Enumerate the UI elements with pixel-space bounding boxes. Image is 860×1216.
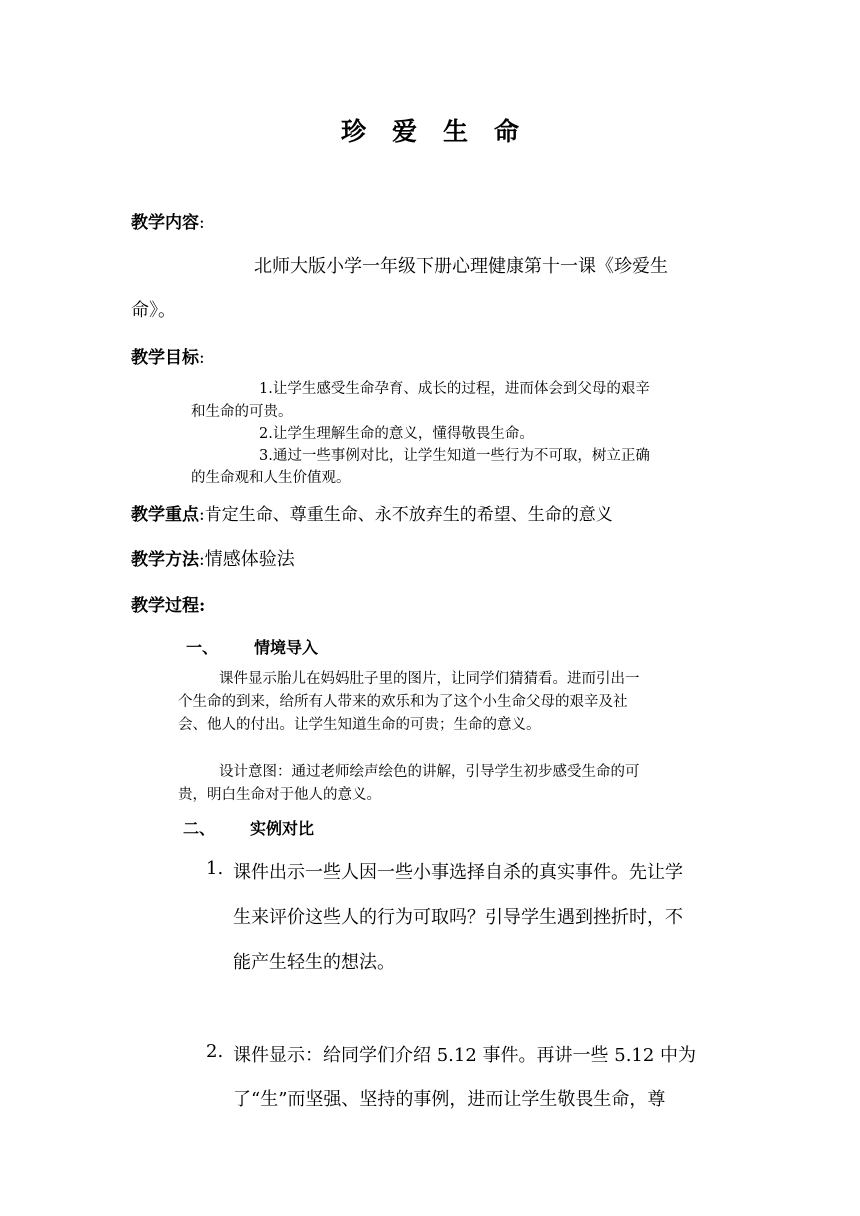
teaching-method	[131, 545, 295, 571]
item-2-line-1: 课件显示：给同学们介绍 5.12 事件。再讲一些 5.12 中为	[233, 1045, 697, 1066]
process-heading	[131, 591, 205, 616]
goal-3-line-2: 的生命观和人生价值观。	[191, 470, 351, 486]
goal-1-line-2: 和生命的可贵。	[191, 404, 293, 420]
goal-1-line-1: 1.让学生感受生命孕育、成长的过程，进而体会到父母的艰辛	[259, 381, 650, 397]
content-heading	[131, 208, 205, 233]
section-1-para-line-1: 课件显示胎儿在妈妈肚子里的图片，让同学们猜猜看。进而引出一	[219, 671, 640, 687]
process-colon: :	[199, 596, 206, 616]
key-colon: :	[199, 505, 205, 525]
key-text: 肯定生命、尊重生命、永不放弃生的希望、生命的意义	[204, 505, 613, 525]
section-1-design-line-1: 设计意图：通过老师绘声绘色的讲解，引导学生初步感受生命的可	[219, 764, 640, 780]
section-2-number: 二、	[183, 819, 216, 838]
process-label: 教学过程	[131, 596, 199, 616]
method-colon: :	[199, 550, 205, 570]
item-1-line-1: 课件出示一些人因一些小事选择自杀的真实事件。先让学	[233, 862, 683, 883]
content-line-1: 北师大版小学一年级下册心理健康第十一课《珍爱生	[254, 256, 668, 277]
section-1-number: 一、	[186, 638, 219, 657]
item-2-number: 2.	[206, 1041, 224, 1062]
section-2-title: 实例对比	[250, 819, 315, 838]
content-line-2: 命》。	[131, 300, 176, 321]
section-1-design-line-2: 贵，明白生命对于他人的意义。	[178, 787, 381, 803]
method-text: 情感体验法	[204, 549, 295, 570]
page-title: 珍爱生命	[340, 117, 545, 146]
item-2-line-2: 了“生”而坚强、坚持的事例，进而让学生敬畏生命，尊	[233, 1089, 666, 1110]
item-1-number: 1.	[206, 858, 224, 879]
goal-3-line-1: 3.通过一些事例对比，让学生知道一些行为不可取，树立正确	[259, 448, 650, 464]
content-label: 教学内容	[131, 213, 199, 233]
section-1-title: 情境导入	[254, 638, 319, 657]
content-colon: :	[199, 213, 205, 233]
goals-colon: :	[199, 348, 205, 368]
key-label: 教学重点	[131, 505, 199, 525]
section-1-para-line-2: 个生命的到来，给所有人带来的欢乐和为了这个小生命父母的艰辛及社	[178, 694, 628, 710]
item-1-line-3: 能产生轻生的想法。	[233, 952, 395, 973]
goals-label: 教学目标	[131, 348, 199, 368]
method-label: 教学方法	[131, 550, 199, 570]
goals-heading	[131, 343, 205, 368]
item-1-line-2: 生来评价这些人的行为可取吗？引导学生遇到挫折时，不	[233, 907, 683, 928]
goal-2: 2.让学生理解生命的意义，懂得敬畏生命。	[259, 426, 534, 442]
section-1-para-line-3: 会、他人的付出。让学生知道生命的可贵；生命的意义。	[178, 717, 541, 733]
key-points	[131, 500, 613, 525]
